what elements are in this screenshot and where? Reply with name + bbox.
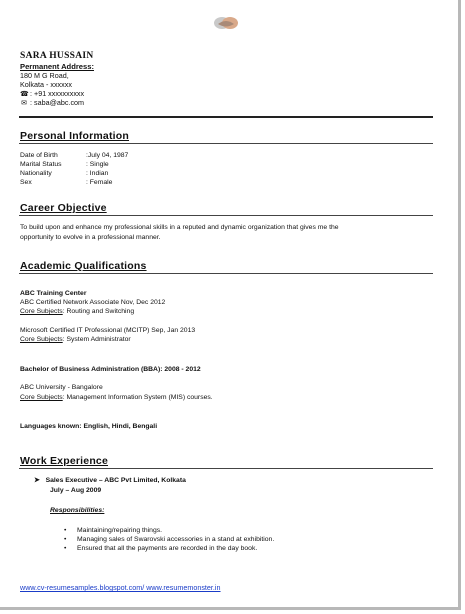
responsibility-item <box>64 536 275 544</box>
responsibility-item <box>64 545 258 553</box>
position-period: July – Aug 2009 <box>50 487 102 494</box>
arrow-bullet-icon: ➤ <box>34 477 40 484</box>
header-divider <box>19 116 433 118</box>
email-row <box>20 98 84 108</box>
bullet-icon: • <box>64 536 67 543</box>
core-subjects-label: Core Subjects <box>20 394 63 401</box>
email-address: : saba@abc.com <box>30 98 85 107</box>
personal-value: : Indian <box>86 170 109 177</box>
cert-2-subjects-row <box>20 336 131 344</box>
responsibility-text: Managing sales of Swarovski accessories in a stand at exhibition. <box>77 536 275 543</box>
phone-icon: ☎ <box>20 91 29 98</box>
work-experience-title: Work Experience <box>20 455 109 467</box>
position-title: Sales Executive – ABC Pvt Limited, Kolkata <box>45 477 186 484</box>
footer-links[interactable]: www.cv-resumesamples.blogspot.com/ www.resumemonster.in <box>20 583 221 592</box>
core-subjects-label: Core Subjects <box>20 336 63 343</box>
address-line-2: Kolkata - xxxxxx <box>20 80 72 89</box>
languages-known: Languages known: English, Hindi, Bengali <box>20 423 158 430</box>
university: ABC University - Bangalore <box>20 384 103 391</box>
personal-info-divider <box>19 143 433 144</box>
cert-1-subjects-row <box>20 308 134 316</box>
email-icon: ✉ <box>21 100 27 107</box>
personal-value: : Single <box>86 161 109 168</box>
core-subjects-label: Core Subjects <box>20 308 63 315</box>
academic-divider <box>19 273 433 274</box>
address-line-1: 180 M G Road, <box>20 71 69 80</box>
responsibility-text: Ensured that all the payments are recorded in the day book. <box>77 545 258 552</box>
degree-title: Bachelor of Business Administration (BBA): 2008 - 2012 <box>20 366 201 373</box>
responsibilities-label: Responsibilities: <box>50 507 105 514</box>
cert-2: Microsoft Certified IT Professional (MCITP) Sep, Jan 2013 <box>20 327 196 334</box>
candidate-name: SARA HUSSAIN <box>20 51 94 61</box>
work-experience-divider <box>19 468 433 469</box>
personal-value: : Female <box>86 179 113 186</box>
personal-label: Marital Status <box>20 161 62 168</box>
cert-1-subjects: : Routing and Switching <box>62 308 135 315</box>
address-label: Permanent Address: <box>20 62 94 71</box>
career-objective-line-1: To build upon and enhance my professional skills in a reputed and dynamic organization that gives me the <box>20 224 339 231</box>
career-objective-divider <box>19 215 433 216</box>
phone-number: : +91 xxxxxxxxxx <box>30 89 85 98</box>
career-objective-line-2: opportunity to evolve in a professional manner. <box>20 234 161 241</box>
degree-subjects-row <box>20 394 213 402</box>
cert-2-subjects: : System Administrator <box>62 336 131 343</box>
training-center-title: ABC Training Center <box>20 290 87 297</box>
personal-value: :July 04, 1987 <box>86 152 129 159</box>
cert-1: ABC Certified Network Associate Nov, Dec 2012 <box>20 299 166 306</box>
position-row <box>34 477 186 485</box>
personal-label: Date of Birth <box>20 152 58 159</box>
personal-label: Nationality <box>20 170 52 177</box>
bullet-icon: • <box>64 527 67 534</box>
responsibility-text: Maintaining/repairing things. <box>77 527 163 534</box>
academic-title: Academic Qualifications <box>20 260 147 272</box>
career-objective-title: Career Objective <box>20 202 107 214</box>
personal-info-title: Personal Information <box>20 130 130 142</box>
responsibility-item <box>64 527 163 535</box>
degree-subjects: : Management Information System (MIS) courses. <box>62 394 213 401</box>
handshake-icon <box>213 12 239 34</box>
personal-label: Sex <box>20 179 32 186</box>
bullet-icon: • <box>64 545 67 552</box>
